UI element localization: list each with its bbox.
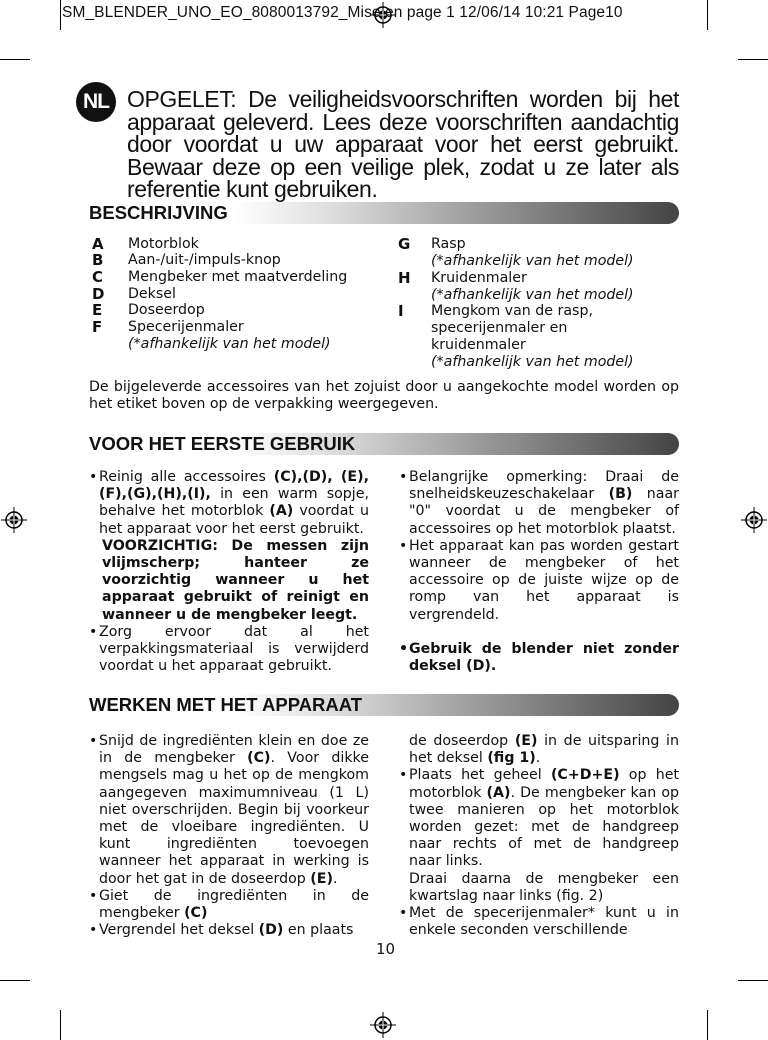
section-title: WERKEN MET HET APPARAAT bbox=[89, 694, 363, 715]
section-header-description bbox=[86, 202, 679, 224]
bullet-item: • Plaats het geheel (C+D+E) op het motorblok (A). De mengbeker kan op twee manieren op het motorblok worden gezet: met de handgreep naar rechts of met de handgreep naar links. bbox=[399, 767, 679, 870]
page-number: 10 bbox=[376, 940, 396, 958]
bullet-item: • Het apparaat kan pas worden gestart wanneer de mengbeker of het accessoire op de juiste wijze op de romp van het apparaat is vergrendeld. bbox=[399, 538, 679, 624]
crop-mark bbox=[60, 0, 61, 30]
first-use-right-column bbox=[399, 469, 679, 675]
section-title: VOOR HET EERSTE GEBRUIK bbox=[89, 433, 356, 454]
crop-mark bbox=[738, 980, 768, 981]
safety-intro bbox=[127, 88, 679, 201]
bullet-item: • Met de specerijenmaler* kunt u in enkele seconden verschillende bbox=[399, 905, 679, 939]
list-item-continued: kruidenmaler bbox=[431, 337, 526, 353]
language-badge: NL bbox=[76, 82, 116, 122]
bullet-item: • Gebruik de blender niet zonder deksel (D). bbox=[399, 641, 679, 675]
intro-lead: OPGELET: bbox=[127, 86, 237, 112]
model-note: (*afhankelijk van het model) bbox=[128, 336, 331, 352]
bullet-item: • Zorg ervoor dat al het verpakkingsmateriaal is verwijderd voordat u het apparaat gebruikt. bbox=[89, 624, 369, 676]
section-title: BESCHRIJVING bbox=[89, 202, 228, 223]
bullet-item: • Snijd de ingrediënten klein en doe ze in de mengbeker (C). Voor dikke mengsels mag u het op de mengkom aangegeven maximumniveau (1 L) niet overschrijden. Begin bij voorkeur met de vloeibare ingrediënten. U kunt ingrediënten toevoegen wanneer het apparaat in werking is door het gat in de doseerdop (E). bbox=[89, 733, 369, 888]
crop-mark bbox=[0, 59, 30, 60]
list-item-continued: specerijenmaler en bbox=[431, 320, 568, 336]
model-note: (*afhankelijk van het model) bbox=[431, 354, 634, 370]
intro-text: De veiligheidsvoorschriften worden bij het apparaat geleverd. Lees deze voorschriften aandachtig door voordat u uw apparaat voor het eerst gebruikt. Bewaar deze op een veilige plek, zodat u ze later als referentie kunt gebruiken. bbox=[127, 86, 679, 202]
crop-mark bbox=[738, 59, 768, 60]
first-use-left-column bbox=[89, 469, 369, 675]
section-header-working bbox=[86, 694, 679, 716]
bullet-item: • Reinig alle accessoires (C),(D), (E), (F),(G),(H),(I), in een warm sopje, behalve het motorblok (A) voordat u het apparaat voor het eerst gebruikt. bbox=[89, 469, 369, 538]
bullet-item: • Giet de ingrediënten in de mengbeker (C) bbox=[89, 888, 369, 922]
crop-mark bbox=[0, 980, 30, 981]
print-slug: SM_BLENDER_UNO_EO_8080013792_Mise en page 1 12/06/14 10:21 Page10 bbox=[62, 4, 623, 21]
crop-mark bbox=[60, 1010, 61, 1040]
model-note: (*afhankelijk van het model) bbox=[431, 253, 634, 269]
registration-mark-icon bbox=[1, 507, 27, 533]
paragraph: Draai daarna de mengbeker een kwartslag naar links (fig. 2) bbox=[409, 870, 679, 904]
working-right-column bbox=[399, 733, 679, 939]
bullet-item: • Vergrendel het deksel (D) en plaats bbox=[89, 922, 369, 939]
bullet-continued: de doseerdop (E) in de uitsparing in het deksel (fig 1). bbox=[409, 733, 679, 767]
registration-mark-icon bbox=[370, 1012, 396, 1038]
crop-mark bbox=[707, 0, 708, 30]
model-note: (*afhankelijk van het model) bbox=[431, 287, 634, 303]
accessories-note: De bijgeleverde accessoires van het zojuist door u aangekochte model worden op het etiket boven op de verpakking weergegeven. bbox=[89, 379, 679, 412]
section-header-first-use bbox=[86, 433, 679, 455]
registration-mark-icon bbox=[741, 507, 767, 533]
crop-mark bbox=[707, 1010, 708, 1040]
bullet-item: • Belangrijke opmerking: Draai de snelheidskeuzeschakelaar (B) naar "0" voordat u de mengbeker of accessoires op het motorblok plaatst. bbox=[399, 469, 679, 538]
working-left-column bbox=[89, 733, 369, 939]
warning-text: VOORZICHTIG: De messen zijn vlijmscherp; hanteer ze voorzichtig wanneer u het apparaat gebruikt of reinigt en wanneer u de mengbeker leegt. bbox=[102, 537, 369, 623]
